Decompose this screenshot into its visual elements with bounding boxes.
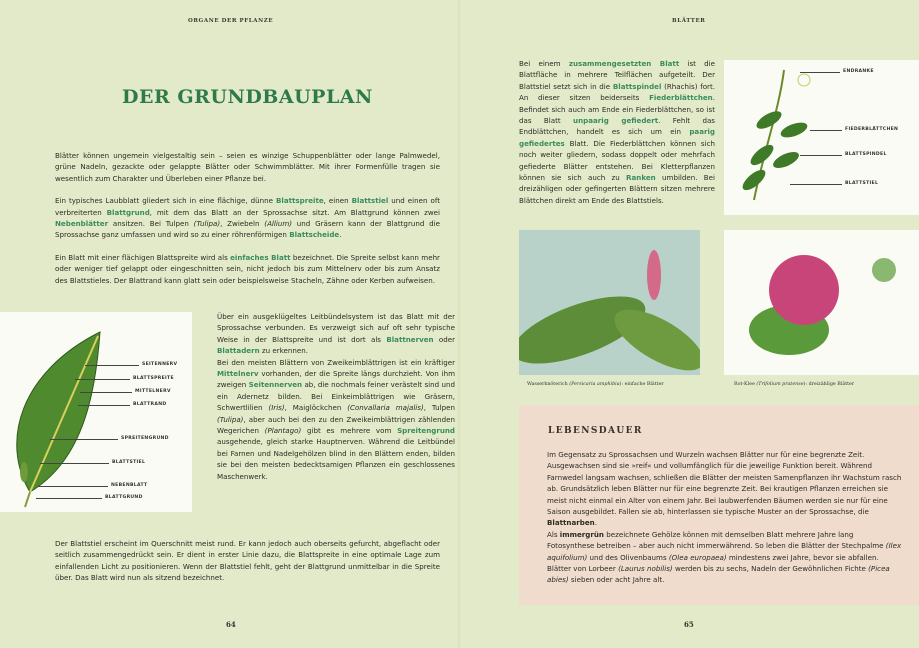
diagram-label: BLATTSPINDEL — [845, 152, 887, 157]
text-run: , aber auch bei den zu den Zweikeimblättrigen zählenden Wegerichen — [217, 414, 455, 436]
leader-line — [80, 392, 132, 393]
leader-line — [38, 486, 108, 487]
text-run: ausgehende, gleich starke Hauptnerven. Während die Leitbündel bei Farnen und Nadelgehölzen blind in den Blättern enden, bilden sie bei den meisten bedecktsamigen Pflanzen ein geschlossenes Maschenwerk. — [217, 437, 455, 481]
text-run: oder — [433, 334, 455, 344]
intro-text — [55, 150, 440, 297]
text-run: Blatt. Die Fiederblättchen können sich noch weiter gliedern, sodass doppelt oder mehrfach gefiederte Blätter entstehen. Bei Kletterpflanzen können sie sich auch zu — [519, 138, 715, 183]
text-run: ab, die nochmals feiner verästelt sind und ein Adernetz bilden. Bei Einkeimblättrigen wie Gräsern, Schwertlilien — [217, 380, 455, 413]
text-run: sieben oder acht Jahre alt. — [568, 575, 665, 585]
text-run: (Tulipa) — [193, 219, 221, 229]
term: Blattgrund — [106, 207, 150, 217]
diagram-label: FIEDERBLÄTTCHEN — [845, 127, 899, 132]
term: paarig gefiedertes — [519, 127, 715, 148]
diagram-label: BLATTSTIEL — [845, 181, 879, 186]
compound-leaf-diagram — [724, 60, 919, 215]
diagram-label: SEITENNERV — [142, 362, 178, 367]
text-run: (Rhachis) fort. An dieser sitzen beiderseits — [519, 81, 715, 103]
diagram-label: BLATTSTIEL — [112, 460, 146, 465]
text-run: (Persicaria amphibia) — [569, 382, 622, 387]
leader-line — [78, 405, 130, 406]
page-number-left: 64 — [226, 620, 236, 629]
gutter — [458, 0, 461, 648]
text-run: , Tulpen — [423, 403, 455, 413]
diagram-label: BLATTRAND — [133, 402, 167, 407]
diagram-label: SPREITENGRUND — [121, 436, 169, 441]
text-run: . — [594, 518, 597, 528]
term: Blattadern — [217, 346, 260, 356]
info-box-text — [547, 449, 902, 586]
text-run: vorhanden, der die Spreite längs durchzieht. Von ihm zweigen — [217, 369, 455, 390]
paragraph — [547, 529, 902, 586]
paragraph — [519, 58, 715, 206]
info-box-heading: LEBENSDAUER — [548, 426, 643, 436]
text-run: Blätter können ungemein vielgestaltig sein – seien es winzige Schuppenblätter oder lange Palmwedel, grüne Nadeln, gezackte oder gelappte Blätter oder Schwimmblätter. Mit ihrer Formenfülle tragen sie wesentlich zum Charakter und Überleben einer Pflanze bei. — [55, 151, 440, 183]
text-run: Rot-Klee — [734, 382, 757, 387]
term: Blattspreite — [276, 196, 324, 206]
term: Blattnarben — [547, 518, 595, 528]
leader-line — [85, 365, 139, 366]
text-run: werden bis zu sechs, Nadeln der Gewöhnlichen Fichte — [672, 564, 869, 574]
text-run: Über ein ausgeklügeltes Leitbündelsystem ist das Blatt mit der Sprossachse verbunden. Es verzweigt sich auf oft sehr typische Weise in der Blattspreite und ist dort als — [217, 312, 455, 344]
page-number-right: 65 — [684, 620, 694, 629]
text-run: . Befindet sich auch am Ende ein Fiederblättchen, so ist das Blatt — [519, 93, 715, 126]
term: Spreitengrund — [397, 426, 455, 436]
diagram-label: ENDRANKE — [843, 69, 874, 74]
text-run: zu erkennen. — [259, 346, 308, 356]
text-run: umbilden. Bei dreizähligen oder gefingerten Blättern sitzen mehrere Blättchen direkt am Ende des Blattstiels. — [519, 173, 715, 205]
leaf-illustration — [0, 312, 192, 512]
text-run: und des Olivenbaums — [587, 552, 669, 562]
running-header-left: ORGANE DER PFLANZE — [188, 18, 274, 24]
text-run: Der Blattstiel erscheint im Querschnitt meist rund. Er kann jedoch auch oberseits gefurcht, abgeflacht oder seitlich zusammengedrückt sein. Er dient in erster Linie dazu, die Blattspreite in eine optimale Lage zum einfallenden Licht zu positionieren. Wenn der Blattstiel fehlt, geht der Blattgrund unmittelbar in die Spreite über. Das Blatt wird nun als sitzend bezeichnet. — [55, 539, 440, 583]
term: Mittelnerv — [217, 369, 259, 379]
text-run: Ein Blatt mit einer flächigen Blattspreite wird als — [55, 252, 231, 262]
leader-line — [36, 498, 102, 499]
text-run: , einen — [323, 196, 352, 206]
persicaria-illustration — [519, 230, 700, 375]
diagram-label: NEBENBLATT — [111, 483, 148, 488]
term: Blattspindel — [612, 81, 662, 91]
text-run: Als — [547, 529, 560, 539]
compound-leaf-illustration — [724, 60, 919, 215]
text-run: gibt es mehrere vom — [301, 426, 398, 436]
text-run: bezeichnete Gehölze können mit demselben Blatt mehrere Jahre lang Fotosynthese betreiben – aber auch nicht immerwährend. So leben die Blätter der Stechpalme — [547, 529, 886, 551]
text-run: Im Gegensatz zu Sprossachsen und Wurzeln wachsen Blätter nur für eine begrenzte Zeit. Ausgewachsen sind sie »reif« und vollumfänglich für die jeweilige Funktion bereit. Während Farnwedel langsam wachsen, schließen die Blätter der meisten Samenpflanzen ihr Wachstum rasch ab. Grundsätzlich leben Blätter nur für eine begrenzte Zeit. Bei krautigen Pflanzen erreichen sie meist nicht einmal ein Alter von einem Jahr. Bei laubwerfenden Bäumen werden sie nur für eine Saison ausgebildet. Fallen sie ab, hinterlassen sie typische Muster an der Sprossachse, die — [547, 450, 902, 517]
term: Nebenblätter — [55, 219, 109, 229]
term: Seitennerven — [248, 380, 303, 390]
paragraph — [55, 150, 440, 184]
term: Blattnerven — [386, 334, 434, 344]
term: Blattscheide — [289, 230, 340, 240]
text-run: , Maiglöckchen — [284, 403, 348, 413]
paragraph — [55, 538, 440, 584]
text-run: (Allium) — [264, 219, 293, 229]
term: zusammengesetzten Blatt — [568, 59, 680, 68]
text-run: ist die Blattfläche in mehrere Teilflächen aufgeteilt. Der Blattstiel setzt sich in die — [519, 59, 716, 91]
term: Blattstiel — [351, 196, 389, 206]
term: unpaarig gefiedert — [573, 116, 659, 126]
paragraph — [55, 195, 440, 241]
paragraph — [547, 449, 902, 529]
running-header-right: BLÄTTER — [672, 18, 706, 24]
text-run: bezeichnet. Die Spreite selbst kann mehr oder weniger tief gelappt oder eingeschnitten sein, nicht jedoch bis zum Mittelnerv oder bis zum Ansatz des Blattstieles. Der Blattrand kann glatt sein oder beispielsweise Stacheln, Zähne oder Kerben aufweisen. — [55, 252, 440, 285]
leader-line — [75, 379, 130, 380]
diagram-label: BLATTSPREITE — [133, 376, 174, 381]
compound-leaf-text — [519, 58, 715, 217]
photo-persicaria — [519, 230, 700, 375]
text-run: Bei einem — [519, 59, 569, 68]
text-run: . Fehlt das Endblättchen, handelt es sich um ein — [519, 116, 715, 137]
text-run: (Picea abies) — [547, 564, 890, 585]
term: einfaches Blatt — [230, 252, 291, 262]
paragraph — [217, 311, 455, 357]
venation-text — [217, 311, 455, 482]
term: immergrün — [559, 529, 604, 539]
text-run: (Ilex aquifolium) — [547, 541, 902, 562]
text-run: (Laurus nobilis) — [618, 564, 673, 574]
page-title: DER GRUNDBAUPLAN — [122, 86, 373, 108]
leaf-diagram — [0, 312, 192, 512]
paragraph — [217, 357, 455, 482]
text-run: Ein typisches Laubblatt gliedert sich in eine flächige, dünne — [55, 196, 276, 206]
text-run: und Gräsern kann der Blattgrund die Sprossachse ganz umfassen und wird so zu einer röhrenförmigen — [55, 219, 440, 240]
trifolium-illustration — [724, 230, 919, 375]
text-run: , Zwiebeln — [220, 219, 265, 229]
caption-trifolium — [734, 382, 854, 387]
text-run: ansitzen. Bei Tulpen — [108, 219, 194, 229]
text-run: (Plantago) — [264, 426, 302, 436]
diagram-label: BLATTGRUND — [105, 495, 143, 500]
petiole-text — [55, 538, 440, 595]
leader-line — [50, 439, 118, 440]
text-run: Bei den meisten Blättern von Zweikeimblättrigen ist ein kräftiger — [217, 357, 455, 367]
term: Ranken — [626, 173, 656, 183]
text-run: (Iris) — [268, 403, 285, 413]
text-run: (Tulipa) — [217, 414, 244, 424]
text-run: (Trifolium pratense) — [756, 382, 806, 387]
paragraph — [55, 252, 440, 286]
leader-line — [790, 184, 842, 185]
text-run: . — [339, 230, 342, 240]
leader-line — [40, 463, 109, 464]
text-run: : dreizählige Blätter — [805, 382, 855, 387]
text-run: Wasserknöterich — [527, 382, 570, 387]
photo-trifolium — [724, 230, 919, 375]
diagram-label: MITTELNERV — [135, 389, 171, 394]
leader-line — [800, 155, 842, 156]
text-run: mindestens zwei Jahre, bevor sie abfallen. Blätter von Lorbeer — [547, 552, 879, 574]
text-run: (Convallaria majalis) — [347, 403, 424, 413]
text-run: (Olea europaea) — [668, 552, 727, 562]
text-run: und einen oft verbreiterten — [55, 196, 440, 217]
leader-line — [800, 72, 840, 73]
caption-persicaria — [527, 382, 664, 387]
term: Fiederblättchen — [649, 93, 713, 103]
text-run: , mit dem das Blatt an der Sprossachse sitzt. Am Blattgrund können zwei — [149, 207, 441, 217]
leader-line — [810, 130, 842, 131]
text-run: : einfache Blätter — [621, 382, 664, 387]
